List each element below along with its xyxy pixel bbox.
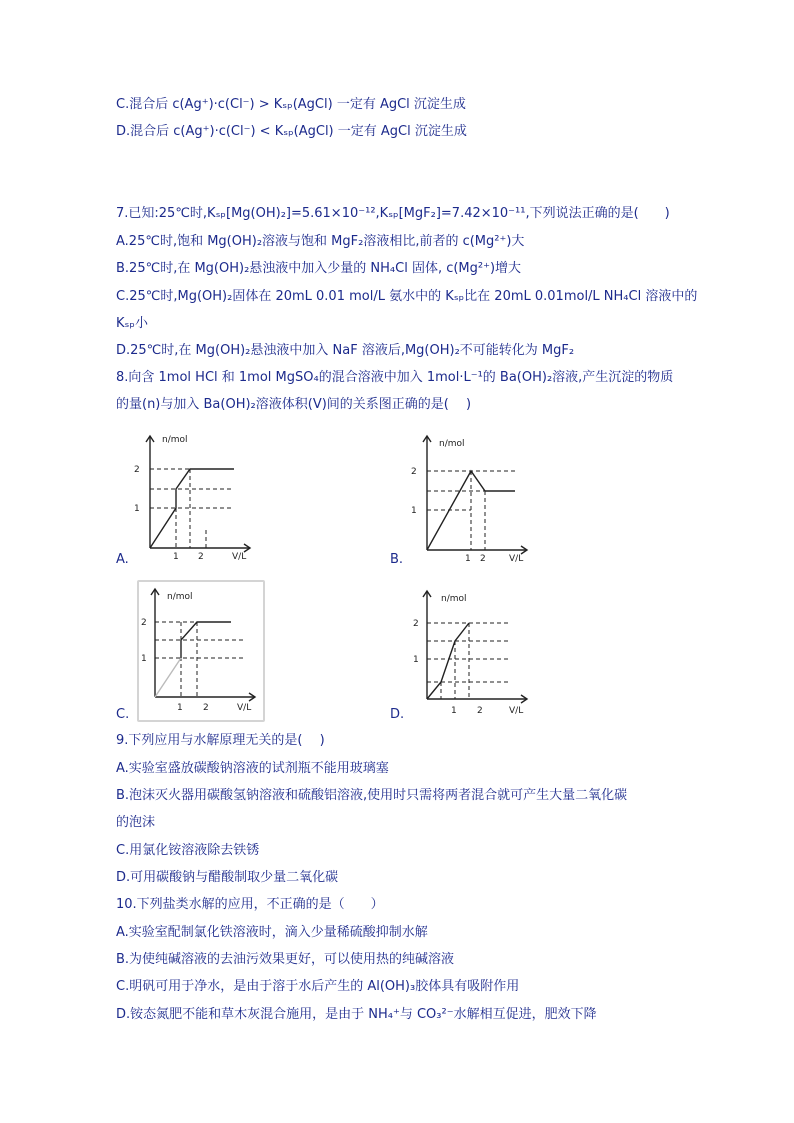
q10-option-c: C.明矾可用于净水，是由于溶于水后产生的 Al(OH)₃胶体具有吸附作用 — [116, 979, 520, 994]
graph-d-xtick-2: 2 — [477, 706, 483, 716]
graph-a-xtick-1: 1 — [173, 552, 179, 562]
graph-b-option-label: B. — [390, 552, 404, 567]
q10-stem: 10.下列盐类水解的应用，不正确的是（ ） — [116, 897, 384, 912]
q9-option-d: D.可用碳酸钠与醋酸制取少量二氧化碳 — [116, 870, 339, 885]
graph-c-ytick-2: 2 — [141, 618, 147, 628]
graph-a-option-label: A. — [116, 552, 129, 567]
graph-c-option-label: C. — [116, 707, 130, 722]
q10-option-b: B.为使纯碱溶液的去油污效果更好，可以使用热的纯碱溶液 — [116, 952, 455, 967]
graph-d-ytick-2: 2 — [413, 619, 419, 629]
graph-c-xtick-1: 1 — [177, 703, 183, 713]
graph-c — [133, 585, 263, 715]
q7-option-c: C.25℃时,Mg(OH)₂固体在 20mL 0.01 mol/L 氨水中的 Kₛₚ比在 20mL 0.01mol/L NH₄Cl 溶液中的 — [116, 289, 698, 304]
graph-d-ytick-1: 1 — [413, 655, 419, 665]
graph-c-xlabel: V/L — [237, 703, 252, 713]
graph-b — [405, 430, 535, 564]
q9-option-b-cont: 的泡沫 — [116, 815, 156, 830]
q7-option-d: D.25℃时,在 Mg(OH)₂悬浊液中加入 NaF 溶液后,Mg(OH)₂不可能转化为 MgF₂ — [116, 343, 575, 358]
graph-b-xtick-2: 2 — [480, 554, 486, 564]
graph-d-option-label: D. — [390, 707, 405, 722]
graph-b-ytick-2: 2 — [411, 467, 417, 477]
graph-a-xtick-2: 2 — [198, 552, 204, 562]
q7-option-b: B.25℃时,在 Mg(OH)₂悬浊液中加入少量的 NH₄Cl 固体, c(Mg²⁺)增大 — [116, 261, 522, 276]
graph-d-ylabel: n/mol — [441, 594, 467, 604]
q9-option-c: C.用氯化铵溶液除去铁锈 — [116, 843, 260, 858]
graph-a-ylabel: n/mol — [162, 435, 188, 445]
graph-a — [128, 428, 258, 562]
graph-c-ylabel: n/mol — [167, 592, 193, 602]
graph-a-ytick-1: 1 — [134, 504, 140, 514]
graph-b-ytick-1: 1 — [411, 506, 417, 516]
q7-option-c-cont: Kₛₚ小 — [116, 316, 148, 331]
q8-stem: 8.向含 1mol HCl 和 1mol MgSO₄的混合溶液中加入 1mol·L⁻¹的 Ba(OH)₂溶液,产生沉淀的物质 — [116, 370, 674, 385]
q10-option-d: D.铵态氮肥不能和草木灰混合施用，是由于 NH₄⁺与 CO₃²⁻水解相互促进，肥效下降 — [116, 1007, 597, 1022]
graph-c-ytick-1: 1 — [141, 654, 147, 664]
q7-stem: 7.已知:25℃时,Kₛₚ[Mg(OH)₂]=5.61×10⁻¹²,Kₛₚ[MgF₂]=7.42×10⁻¹¹,下列说法正确的是( ) — [116, 206, 670, 221]
graph-c-xtick-2: 2 — [203, 703, 209, 713]
graph-b-ylabel: n/mol — [439, 439, 465, 449]
q9-stem: 9.下列应用与水解原理无关的是( ) — [116, 733, 325, 748]
q6-option-d: D.混合后 c(Ag⁺)·c(Cl⁻) < Kₛₚ(AgCl) 一定有 AgCl 沉淀生成 — [116, 124, 467, 139]
graph-b-xtick-1: 1 — [465, 554, 471, 564]
graph-d-xtick-1: 1 — [451, 706, 457, 716]
graph-a-ytick-2: 2 — [134, 465, 140, 475]
q8-stem-cont: 的量(n)与加入 Ba(OH)₂溶液体积(V)间的关系图正确的是( ) — [116, 397, 472, 412]
graph-d — [405, 587, 535, 717]
q10-option-a: A.实验室配制氯化铁溶液时，滴入少量稀硫酸抑制水解 — [116, 925, 428, 940]
q7-option-a: A.25℃时,饱和 Mg(OH)₂溶液与饱和 MgF₂溶液相比,前者的 c(Mg²⁺)大 — [116, 234, 525, 249]
graph-d-xlabel: V/L — [509, 706, 524, 716]
q6-option-c: C.混合后 c(Ag⁺)·c(Cl⁻) > Kₛₚ(AgCl) 一定有 AgCl 沉淀生成 — [116, 97, 466, 112]
q9-option-b: B.泡沫灭火器用碳酸氢钠溶液和硫酸铝溶液,使用时只需将两者混合就可产生大量二氧化碳 — [116, 788, 628, 803]
graph-b-xlabel: V/L — [509, 554, 524, 564]
graph-a-xlabel: V/L — [232, 552, 247, 562]
q9-option-a: A.实验室盛放碳酸钠溶液的试剂瓶不能用玻璃塞 — [116, 761, 389, 776]
